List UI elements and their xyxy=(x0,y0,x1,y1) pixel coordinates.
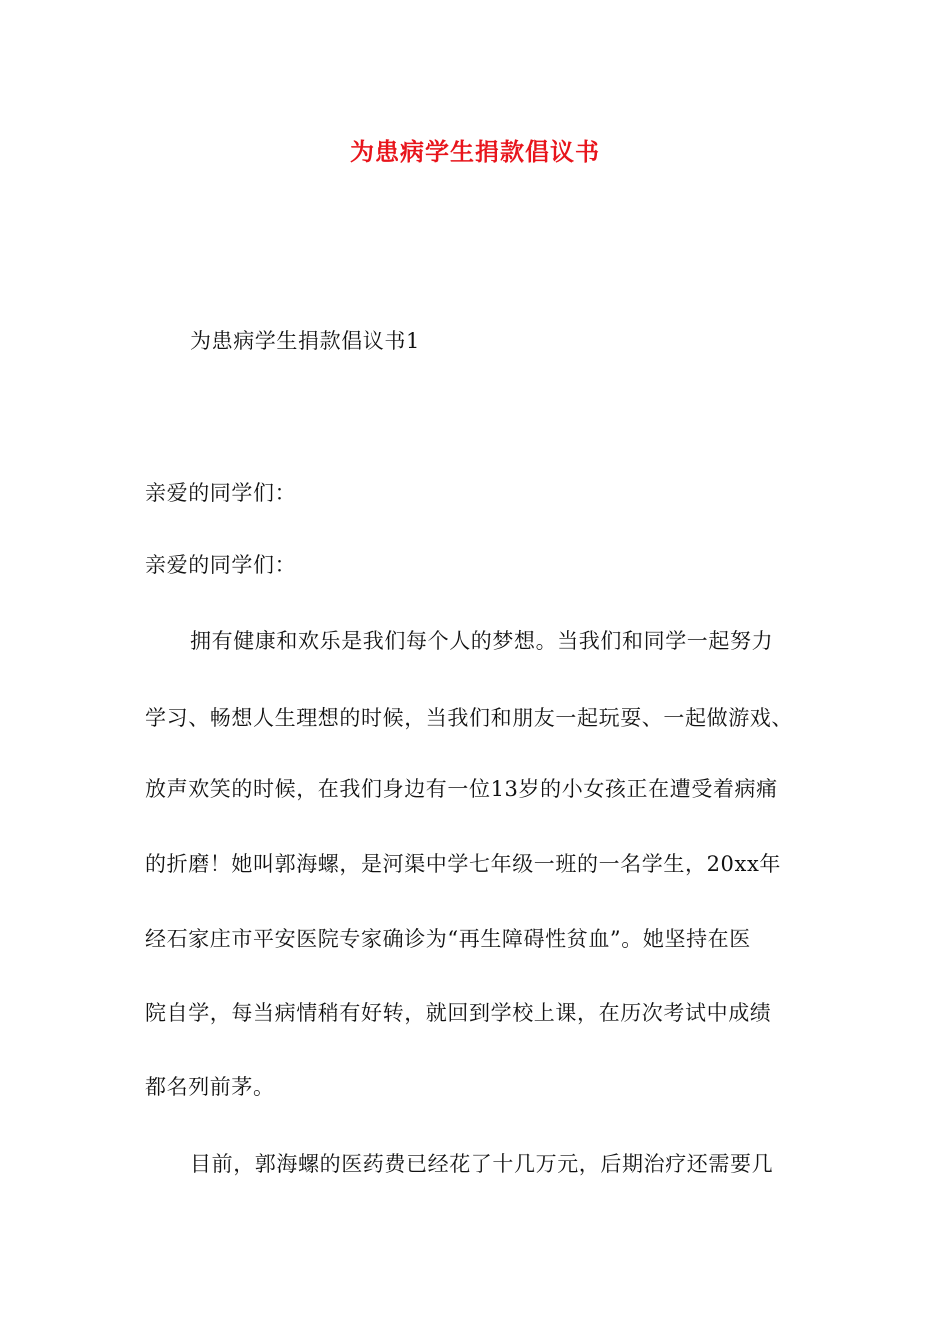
salutation-repeat: 亲爱的同学们： xyxy=(145,553,297,577)
section-heading: 为患病学生捐款倡议书1 xyxy=(190,329,420,353)
paragraph-line: 经石家庄市平安医院专家确诊为“再生障碍性贫血”。她坚持在医 xyxy=(145,927,751,951)
paragraph-line: 院自学，每当病情稍有好转，就回到学校上课，在历次考试中成绩 xyxy=(145,1001,772,1025)
salutation: 亲爱的同学们： xyxy=(145,481,297,505)
paragraph-line: 放声欢笑的时候，在我们身边有一位13岁的小女孩正在遭受着病痛 xyxy=(145,777,778,801)
paragraph-line: 学习、畅想人生理想的时候，当我们和朋友一起玩耍、一起做游戏、 xyxy=(145,706,793,730)
paragraph-line: 目前，郭海螺的医药费已经花了十几万元，后期治疗还需要几 xyxy=(190,1152,774,1176)
paragraph-line: 拥有健康和欢乐是我们每个人的梦想。当我们和同学一起努力 xyxy=(190,629,774,653)
paragraph-line: 都名列前茅。 xyxy=(145,1075,275,1099)
paragraph-line: 的折磨！她叫郭海螺，是河渠中学七年级一班的一名学生，20xx年 xyxy=(145,852,782,876)
document-title: 为患病学生捐款倡议书 xyxy=(350,138,600,166)
